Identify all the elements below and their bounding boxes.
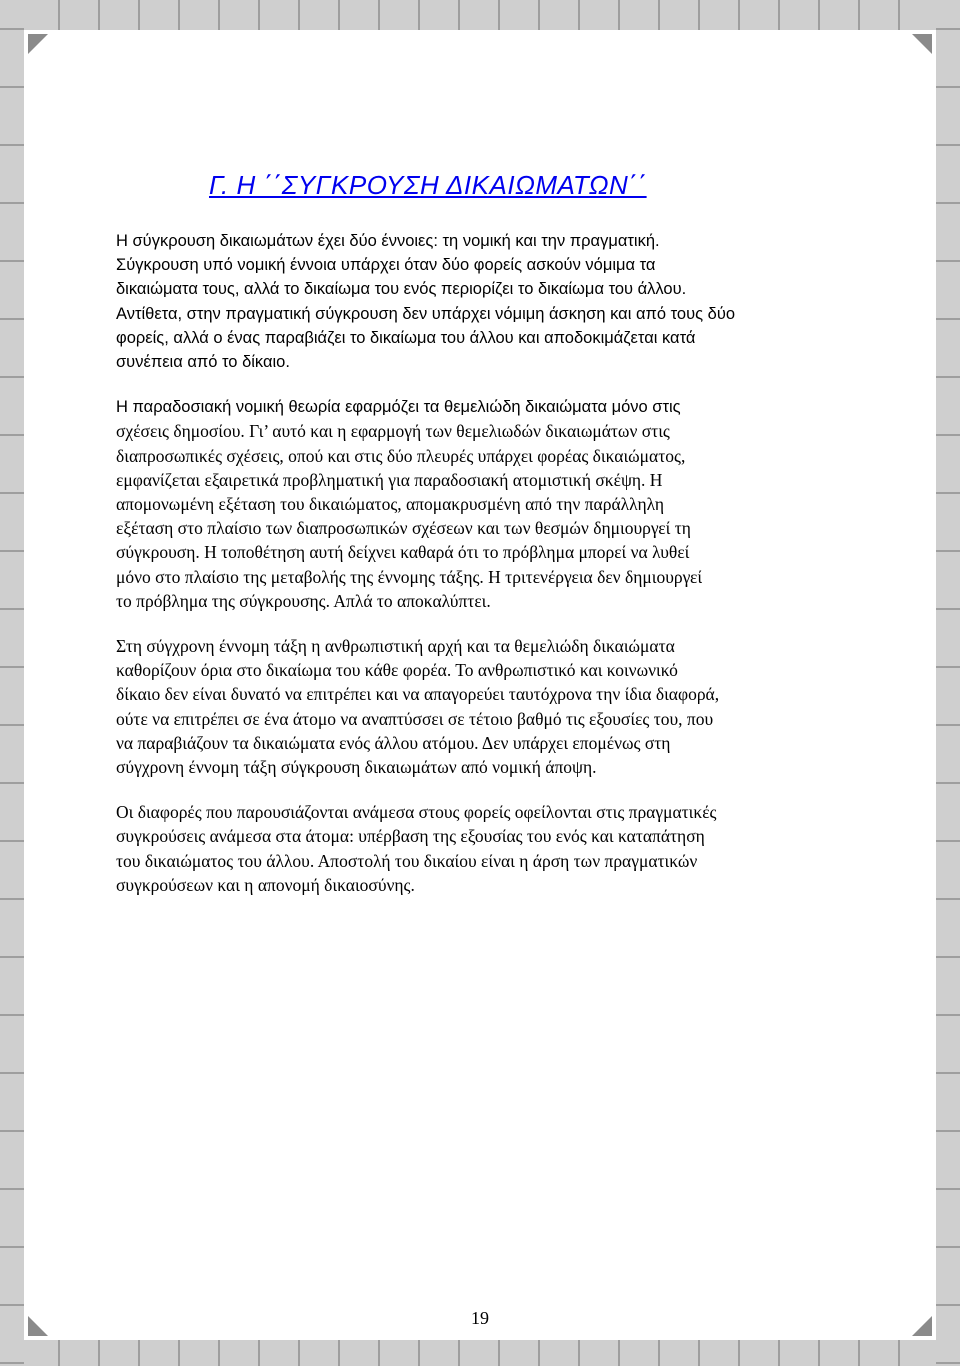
paragraph-line: δίκαιο δεν είναι δυνατό να επιτρέπει και να απαγορεύει ταυτόχρονα την ίδια διαφορά, [116, 684, 720, 705]
paragraph-line: ούτε να επιτρέπει σε ένα άτομο να αναπτύσσει σε τέτοιο βαθμό τις εξουσίες του, που [116, 708, 714, 729]
document-content [116, 170, 836, 918]
paragraph-line: σύγκρουση. Η τοποθέτηση αυτή δείχνει καθαρά ότι το πρόβλημα μπορεί να λυθεί [116, 542, 690, 563]
paragraph-line: Η παραδοσιακή νομική θεωρία εφαρμόζει τα θεμελιώδη δικαιώματα μόνο στις [116, 398, 681, 417]
corner-arrow-icon [28, 34, 48, 54]
paragraph-line: δικαιώματα τους, αλλά το δικαίωμα του ενός περιορίζει το δικαίωμα του άλλου. [116, 280, 687, 299]
paragraph-line: να παραβιάζουν τα δικαιώματα ενός άλλου ατόμου. Δεν υπάρχει επομένως στη [116, 732, 671, 753]
paragraph-line: Στη σύγχρονη έννομη τάξη η ανθρωπιστική αρχή και τα θεμελιώδη δικαιώματα [116, 636, 675, 657]
page-border-left [0, 0, 24, 1366]
page-number: 19 [471, 1308, 489, 1328]
paragraph-line: σύγχρονη έννομη τάξη σύγκρουση δικαιωμάτων από νομική άποψη. [116, 757, 597, 778]
paragraph-line: φορείς, αλλά ο ένας παραβιάζει το δικαίωμα του άλλου και αποδοκιμάζεται κατά [116, 328, 696, 347]
page-border-top [0, 0, 960, 30]
page-border-bottom [0, 1340, 960, 1366]
paragraph-line: του δικαιώματος του άλλου. Αποστολή του δικαίου είναι η άρση των πραγματικών [116, 850, 698, 871]
paragraph-3 [116, 634, 836, 779]
paragraph-line: Η σύγκρουση δικαιωμάτων έχει δύο έννοιες: τη νομική και την πραγματική. [116, 232, 660, 250]
paragraph-2-intro [116, 395, 836, 419]
paragraph-2 [116, 419, 836, 613]
paragraph-line: το πρόβλημα της σύγκρουσης. Απλά το αποκαλύπτει. [116, 590, 491, 611]
paragraph-line: μόνο στο πλαίσιο της μεταβολής της έννομης τάξης. Η τριτενέργεια δεν δημιουργεί [116, 566, 703, 587]
paragraph-4 [116, 800, 836, 897]
paragraph-line: Σύγκρουση υπό νομική έννοια υπάρχει όταν δύο φορείς ασκούν νόμιμα τα [116, 256, 656, 275]
paragraph-line: συγκρούσεις ανάμεσα στα άτομα: υπέρβαση της εξουσίας του ενός και καταπάτηση [116, 826, 705, 847]
corner-arrow-icon [912, 34, 932, 54]
paragraph-line: εμφανίζεται εξαιρετικά προβληματική για παραδοσιακή ατομιστική σκέψη. Η [116, 469, 663, 490]
page-border-right [936, 0, 960, 1366]
paragraph-1 [116, 229, 836, 374]
paragraph-line: σχέσεις δημοσίου. Γι’ αυτό και η εφαρμογή των θεμελιωδών δικαιωμάτων στις [116, 421, 670, 442]
paragraph-line: συνέπεια από το δίκαιο. [116, 353, 290, 372]
section-title[interactable]: Γ. Η ΄΄ΣΥΓΚΡΟΥΣΗ ΔΙΚΑΙΩΜΑΤΩΝ΄΄ [209, 170, 647, 200]
paragraph-line: εξέταση στο πλαίσιο των διαπροσωπικών σχέσεων και των θεσμών δημιουργεί τη [116, 518, 691, 539]
paragraph-line: Οι διαφορές που παρουσιάζονται ανάμεσα στους φορείς οφείλονται στις πραγματικές [116, 802, 717, 823]
paragraph-line: απομονωμένη εξέταση του δικαιώματος, απομακρυσμένη από την παράλληλη [116, 494, 665, 515]
paragraph-line: διαπροσωπικές σχέσεις, οπού και στις δύο πλευρές υπάρχει φορέας δικαιώματος, [116, 445, 686, 466]
paragraph-line: Αντίθετα, στην πραγματική σύγκρουση δεν υπάρχει νόμιμη άσκηση και από τους δύο [116, 304, 736, 323]
paragraph-line: συγκρούσεων και η απονομή δικαιοσύνης. [116, 874, 415, 895]
paragraph-line: καθορίζουν όρια στο δικαίωμα του κάθε φορέα. Το ανθρωπιστικό και κοινωνικό [116, 660, 678, 681]
